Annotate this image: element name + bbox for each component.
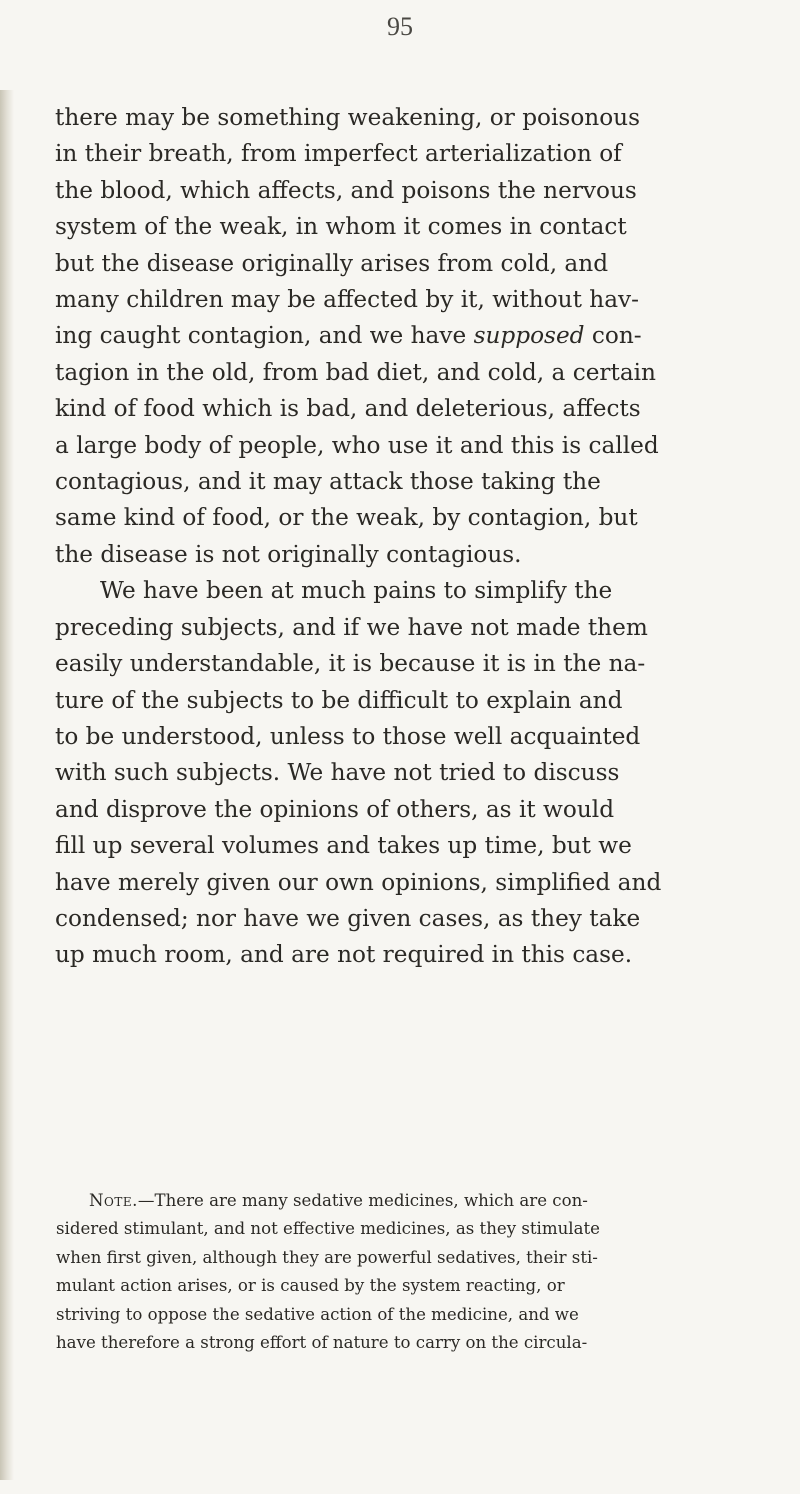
footnote-line: sidered stimulant, and not effective medicines, as they stimulate [56,1219,600,1239]
text-line: preceding subjects, and if we have not made them [55,613,648,641]
page-number: 95 [387,12,413,41]
text-line: the blood, which affects, and poisons the nervous [55,176,637,204]
footnote-line: when first given, although they are powerful sedatives, their sti- [56,1247,598,1267]
text-line: fill up several volumes and takes up time, but we [55,832,632,860]
footnote [56,1187,776,1357]
text-segment: con- [584,322,642,350]
paragraph-start-line: We have been at much pains to simplify the [100,577,613,605]
text-line: but the disease originally arises from cold, and [55,249,609,277]
note-label: Note. [89,1191,138,1210]
text-line: tagion in the old, from bad diet, and cold, a certain [55,358,656,386]
text-line: kind of food which is bad, and deleterious, affects [55,395,641,423]
text-line: up much room, and are not required in this case. [55,941,633,969]
footnote-line: have therefore a strong effort of nature to carry on the circula- [56,1333,588,1353]
footnote-line: mulant action arises, or is caused by the system reacting, or [56,1276,565,1296]
text-line: to be understood, unless to those well acquainted [55,722,641,750]
text-line: many children may be affected by it, without hav- [55,286,639,314]
text-line: system of the weak, in whom it comes in contact [55,213,627,241]
text-line: the disease is not originally contagious. [55,540,522,568]
text-line: ture of the subjects to be difficult to explain and [55,686,623,714]
text-line [55,318,775,354]
text-line: with such subjects. We have not tried to discuss [55,759,620,787]
text-line: and disprove the opinions of others, as it would [55,795,615,823]
body-text [55,100,775,974]
italic-word: supposed [473,322,585,350]
footnote-text: —There are many sedative medicines, which are con- [137,1191,588,1210]
text-segment: ing caught contagion, and we have [55,322,474,350]
footnote-line: striving to oppose the sedative action of the medicine, and we [56,1304,579,1324]
text-line: in their breath, from imperfect arterialization of [55,140,622,168]
text-line: same kind of food, or the weak, by contagion, but [55,504,638,532]
text-line: there may be something weakening, or poisonous [55,104,641,131]
binding-shadow [0,90,14,1480]
footnote-line [56,1187,776,1215]
text-line: contagious, and it may attack those taking the [55,468,601,496]
text-line: a large body of people, who use it and this is called [55,431,659,459]
text-line: have merely given our own opinions, simplified and [55,868,662,896]
text-line: easily understandable, it is because it is in the na- [55,650,646,678]
text-line: condensed; nor have we given cases, as they take [55,904,641,932]
